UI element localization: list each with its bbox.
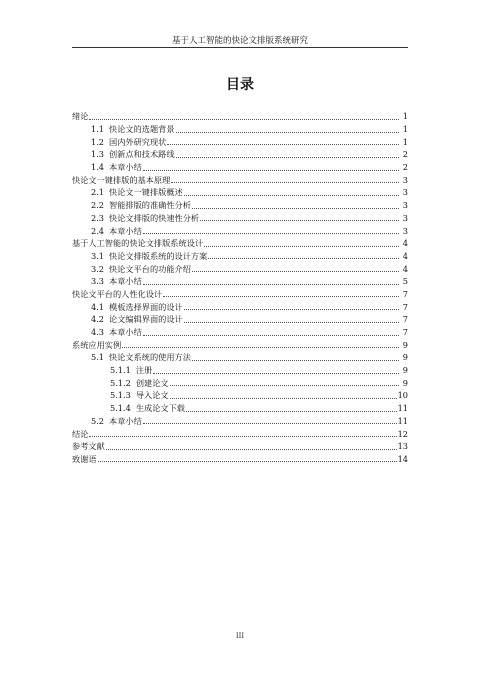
dot-leader [176,132,399,133]
toc-entry-number: 2.3 [91,212,105,223]
toc-entry-number: 1.3 [91,149,105,160]
dot-leader [106,449,397,450]
toc-entry[interactable] [72,212,408,225]
toc-entry-page: 12 [397,428,408,439]
toc-entry-page: 14 [397,453,408,464]
toc-entry-page: 9 [402,339,408,350]
toc-entry-label: 快论文平台的功能介绍 [109,263,191,274]
dot-leader [89,119,399,120]
dot-leader [167,144,399,145]
toc-entry-page: 7 [402,314,408,325]
dot-leader [143,423,397,424]
toc-entry-number: 1.4 [91,162,105,173]
toc-entry[interactable] [72,148,408,161]
toc-entry-page: 11 [397,403,408,414]
toc-entry-page: 3 [402,212,408,223]
toc-entry-label: 注册 [135,365,153,376]
toc-entry-label: 快论文排版的快速性分析 [109,212,200,223]
toc-entry-number: 5.1.1 [110,365,131,376]
toc-entry-page: 9 [402,377,408,388]
toc-entry[interactable] [72,313,408,326]
dot-leader [98,461,397,462]
toc-entry-number: 5.1.4 [110,403,131,414]
toc-entry-label: 结论 [72,428,89,439]
toc-entry[interactable] [72,440,408,453]
dot-leader [184,195,399,196]
toc-entry[interactable] [72,186,408,199]
dot-leader [192,208,399,209]
toc-entry-label: 快论文的选题背景 [109,124,175,135]
toc-entry-page: 3 [402,174,408,185]
toc-entry-label: 生成论文下载 [135,403,185,414]
dot-leader [122,347,399,348]
dot-leader [208,258,399,259]
toc-entry-page: 5 [402,276,408,287]
toc-entry-number: 5.1.2 [110,377,131,388]
toc-entry[interactable] [72,250,408,263]
toc-entry[interactable] [72,402,408,415]
toc-entry-page: 3 [402,187,408,198]
toc-entry-number: 2.2 [91,200,105,211]
toc-entry[interactable] [72,364,408,377]
toc-entry-page: 7 [402,288,408,299]
dot-leader [143,170,399,171]
toc-entry-page: 3 [402,200,408,211]
toc-entry-page: 11 [397,415,408,426]
toc-entry-page: 7 [402,327,408,338]
toc-entry[interactable] [72,376,408,389]
toc-entry-page: 1 [402,111,408,122]
toc-entry[interactable] [72,275,408,288]
toc-entry-page: 4 [402,263,408,274]
dot-leader [184,322,399,323]
toc-entry-label: 模板选择界面的设计 [109,301,183,312]
toc-entry-label: 创新点和技术路线 [109,149,175,160]
dot-leader [143,284,399,285]
dot-leader [153,373,399,374]
dot-leader [163,296,399,297]
toc-entry-page: 4 [402,250,408,261]
toc-entry-number: 1.2 [91,136,105,147]
toc-entry-page: 9 [402,365,408,376]
toc-entry-number: 4.3 [91,327,105,338]
toc-entry-label: 本章小结 [109,225,142,236]
dot-leader [143,233,399,234]
toc-entry-label: 绪论 [72,111,89,122]
toc-entry[interactable] [72,326,408,339]
page-title: 目录 [226,77,254,93]
dot-leader [170,398,397,399]
toc-entry-page: 13 [397,441,408,452]
toc-entry-number: 4.2 [91,314,105,325]
toc-entry[interactable] [72,173,408,186]
toc-entry[interactable] [72,123,408,136]
dot-leader [171,182,399,183]
toc-entry-page: 3 [402,225,408,236]
toc-entry-page: 7 [402,301,408,312]
toc-entry-number: 5.1.3 [110,390,131,401]
toc-entry-label: 导入论文 [135,390,169,401]
toc-entry-number: 2.4 [91,225,105,236]
toc-entry[interactable] [72,237,408,250]
toc-entry[interactable] [72,110,408,123]
toc-entry-label: 论文编辑界面的设计 [109,314,183,325]
toc-entry-number: 3.3 [91,276,105,287]
toc-entry[interactable] [72,415,408,428]
toc-entry-label: 快论文系统的使用方法 [109,352,191,363]
toc-entry-number: 2.1 [91,187,105,198]
toc-entry-label: 国内外研究现状 [109,136,167,147]
toc-entry[interactable] [72,338,408,351]
toc-entry-page: 4 [402,238,408,249]
toc-entry-label: 快论文一键排版概述 [109,187,183,198]
toc-entry[interactable] [72,389,408,402]
toc-entry-label: 参考文献 [72,441,105,452]
dot-leader [143,335,399,336]
toc-entry[interactable] [72,300,408,313]
toc-entry-number: 5.2 [91,415,105,426]
toc-entry-number: 1.1 [91,124,105,135]
toc-entry-label: 快论文一键排版的基本原理 [72,174,171,185]
toc-entry-label: 快论文平台的人性化设计 [72,288,163,299]
dot-leader [176,157,399,158]
toc-entry-label: 基于人工智能的快论文排版系统设计 [72,238,204,249]
toc-entry[interactable] [72,135,408,148]
toc-entry[interactable] [72,199,408,212]
dot-leader [204,246,399,247]
toc-entry-label: 快论文排版系统的设计方案 [109,250,208,261]
dot-leader [89,436,396,437]
toc-entry[interactable] [72,288,408,301]
dot-leader [186,411,397,412]
page-number: III [235,632,245,640]
toc-entry[interactable] [72,161,408,174]
toc-entry[interactable] [72,262,408,275]
toc-entry-label: 智能排版的准确性分析 [109,200,191,211]
dot-leader [192,271,399,272]
toc-entry[interactable] [72,453,408,466]
toc-entry-number: 5.1 [91,352,105,363]
toc-entry-label: 本章小结 [109,162,142,173]
toc-entry-page: 10 [397,390,408,401]
toc-entry-number: 3.1 [91,250,105,261]
dot-leader [170,385,399,386]
toc-entry-number: 3.2 [91,263,105,274]
dot-leader [200,220,399,221]
header-rule [72,47,408,48]
table-of-contents [72,110,408,465]
toc-entry-number: 4.1 [91,301,105,312]
toc-entry-page: 9 [402,352,408,363]
toc-entry-label: 本章小结 [109,276,142,287]
toc-entry-label: 本章小结 [109,327,142,338]
toc-entry[interactable] [72,427,408,440]
toc-entry-page: 1 [402,136,408,147]
toc-entry[interactable] [72,224,408,237]
toc-entry-page: 2 [402,149,408,160]
toc-entry-page: 1 [402,124,408,135]
toc-entry-label: 本章小结 [109,415,142,426]
toc-entry-label: 致谢语 [72,453,97,464]
running-header: 基于人工智能的快论文排版系统研究 [171,36,308,46]
dot-leader [192,360,399,361]
dot-leader [184,309,399,310]
toc-entry-page: 2 [402,162,408,173]
toc-entry-label: 创建论文 [135,377,169,388]
toc-entry[interactable] [72,351,408,364]
toc-entry-label: 系统应用实例 [72,339,122,350]
